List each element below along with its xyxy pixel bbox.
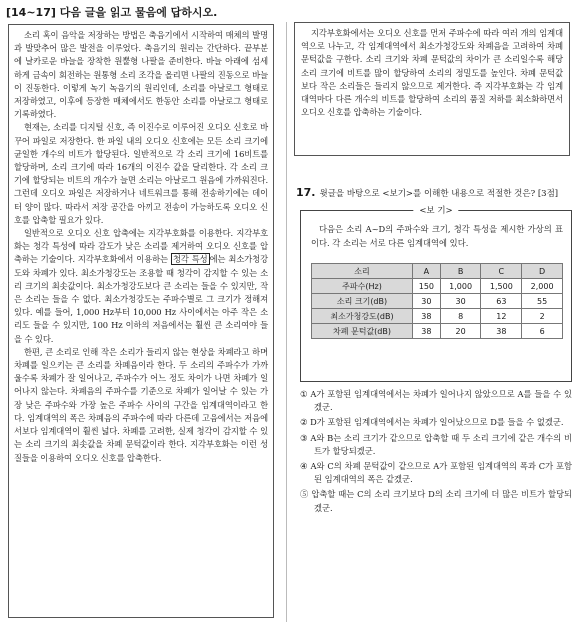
- table-header: 소리: [312, 264, 413, 279]
- choice-2[interactable]: ② D가 포함된 임계대역에서는 차폐가 일어났으므로 D를 들을 수 없겠군.: [300, 417, 564, 428]
- sound-table: [311, 263, 563, 339]
- table-cell: 12: [481, 309, 522, 324]
- passage-paragraph-4: 한편, 큰 소리로 인해 작은 소리가 들리지 않는 현상을 차폐라고 하며 차폐를 일으키는 큰 소리를 차폐음이라 한다. 두 소리의 주파수가 가까울수록 차폐가 잘 일어나고, 주파수가 어느 정도 차이가 나면 차폐가 일어나지 않는다. 차폐음의 주파수를 기준으로 차폐가 일어날 수 있는 가장 낮은 주파수와 가장 높은 주파수 사이의 구간을 임계대역이라고 한다. 임계대역의 폭은 차폐음의 주파수에 따라 다른데 고음에서는 저음에서보다 임계대역이 훨씬 넓다. 차폐를 고려한, 실제 청각이 감지할 수 있는 소리 크기의 최솟값을 차폐 문턱값이라 한다. 지각부호화는 이런 성질들을 이용하여 오디오 신호를 압축한다.: [14, 346, 268, 463]
- passage-continuation: [294, 22, 570, 156]
- table-cell: 30: [440, 294, 481, 309]
- table-cell: 38: [481, 324, 522, 339]
- passage-paragraph-3-rest: 에는 최소가청강도와 차폐가 있다. 최소가청강도는 조용할 때 청각이 감지할 수 있는 소리 크기의 최솟값이다. 최소가청강도보다 큰 소리는 들을 수 있지만, 작은 소리는 들을 수 없다. 최소가청강도는 주파수별로 그 크기가 정해져 있다. 예를 들어, 1,000 Hz부터 10,000 Hz 사이에서는 아주 작은 소리도 들을 수 있지만, 100 Hz 이하의 저음에서는 훨씬 큰 소리여야 들을 수 있다.: [14, 254, 268, 344]
- choice-3[interactable]: ③ A와 B는 소리 크기가 같으므로 압축할 때 두 소리 크기에 같은 개수의 비트가 할당되겠군.: [300, 432, 572, 456]
- passage-paragraph-3: [14, 227, 268, 346]
- table-cell: 38: [413, 324, 441, 339]
- table-cell: 55: [522, 294, 563, 309]
- bogi-text: 다음은 소리 A~D의 주파수와 크기, 청각 특성을 제시한 가상의 표이다. 각 소리는 서로 다른 임계대역에 있다.: [311, 224, 563, 248]
- reading-passage: [8, 24, 274, 618]
- question-17: [296, 186, 576, 201]
- table-header-row: [312, 264, 563, 279]
- choice-4[interactable]: ④ A와 C의 차폐 문턱값이 같으므로 A가 포함된 임계대역의 폭과 C가 포함된 임계대역의 폭은 같겠군.: [300, 461, 572, 485]
- passage-paragraph-3-start: 일반적으로 오디오 신호 압축에는 지각부호화를 이용한다. 지각부호화는 청각 특성에 따라 감도가 낮은 소리를 제거하여 오디오 신호를 압축하는 기술이다. 지각부호화에서 이용하는: [14, 228, 268, 265]
- choice-1[interactable]: ① A가 포함된 임계대역에서는 차폐가 일어나지 않았으므로 A를 들을 수 있겠군.: [300, 389, 572, 413]
- row-label: 주파수(Hz): [312, 279, 413, 294]
- passage-paragraph-1: 소리 혹이 음악을 저장하는 방법은 축음기에서 시작하여 매체의 발명과 발맞추어 많은 발전을 이루었다. 축음기의 원리는 간단하다. 끝부분에 날카로운 바늘을 장착한 원뿔형 나팔을 준비한다. 바늘 아래에 섬세하게 금속이 회전하는 원통형 소리 조각을 올리면 나팔의 진동으로 바늘이 진동한다. 이렇게 녹기 녹음기의 원리인데, 소리를 아날로그 형태로 저장하였고, 이후에 등장한 매체에서도 한동안 소리를 아날로그 형태로 기록하였다.: [14, 30, 268, 120]
- table-row: [312, 324, 563, 339]
- table-cell: 63: [481, 294, 522, 309]
- row-label: 차폐 문턱값(dB): [312, 324, 413, 339]
- table-row: [312, 309, 563, 324]
- row-label: 소리 크기(dB): [312, 294, 413, 309]
- table-row: [312, 279, 563, 294]
- table-header: C: [481, 264, 522, 279]
- row-label: 최소가청강도(dB): [312, 309, 413, 324]
- table-row: [312, 294, 563, 309]
- table-header: B: [440, 264, 481, 279]
- section-header: [14~17] 다음 글을 읽고 물음에 답하시오.: [6, 6, 218, 19]
- table-cell: 1,000: [440, 279, 481, 294]
- table-cell: 38: [413, 309, 441, 324]
- column-divider: [286, 22, 287, 622]
- choice-5[interactable]: ⑤ 압축할 때는 C의 소리 크기보다 D의 소리 크기에 더 많은 비트가 할당되겠군.: [300, 489, 572, 513]
- continuation-paragraph: 지각부호화에서는 오디오 신호를 먼저 주파수에 따라 여러 개의 임계대역으로 나누고, 각 임계대역에서 최소가청강도와 차폐음을 고려하여 차폐 문턱값을 구한다. 소리 크기와 차폐 문턱값의 차이가 큰 소리일수록 해당 소리 크기에 비트를 많이 할당하여 소리의 정밀도를 높인다. 차폐 문턱값보다 작은 소리들은 들리지 않으므로 제거한다. 즉 지각부호화는 각 임계대역마다 다른 개수의 비트를 할당하여 소리의 품질 저하를 최소화하면서 오디오 신호를 압축하는 기술이다.: [301, 28, 563, 118]
- table-cell: 2: [522, 309, 563, 324]
- table-header: A: [413, 264, 441, 279]
- table-cell: 1,500: [481, 279, 522, 294]
- bogi-title: <보 기>: [413, 204, 458, 216]
- question-number: 17.: [296, 186, 316, 199]
- table-cell: 30: [413, 294, 441, 309]
- answer-choices: [300, 388, 572, 517]
- table-cell: 8: [440, 309, 481, 324]
- table-cell: 20: [440, 324, 481, 339]
- bogi-box: [300, 206, 572, 382]
- question-text: 윗글을 바탕으로 <보기>를 이해한 내용으로 적절한 것은? [3점]: [319, 189, 559, 199]
- passage-paragraph-2: 현재는, 소리를 디지털 신호, 즉 이진수로 이루어진 오디오 신호로 바꾸어 파일로 저장한다. 한 파일 내의 오디오 신호에는 모든 소리 크기에 균일한 개수의 비트가 할당된다. 일반적으로 각 소리 크기에 16비트를 할당하며, 소리 크기에 따라 16개의 이진수 값을 달리한다. 각 소리 크기에 할당되는 비트의 개수가 늘면 소리는 아날로그 원음에 가까워진다. 그런데 오디오 파일은 저장하거나 네트워크를 통해 전송하기에는 데이터 양이 많다. 따라서 저장 공간을 아끼고 전송이 가능하도록 오디오 신호를 압축할 필요가 있다.: [14, 122, 268, 225]
- table-header: D: [522, 264, 563, 279]
- table-cell: 2,000: [522, 279, 563, 294]
- table-cell: 150: [413, 279, 441, 294]
- table-cell: 6: [522, 324, 563, 339]
- boxed-term: 청각 특성: [172, 254, 208, 265]
